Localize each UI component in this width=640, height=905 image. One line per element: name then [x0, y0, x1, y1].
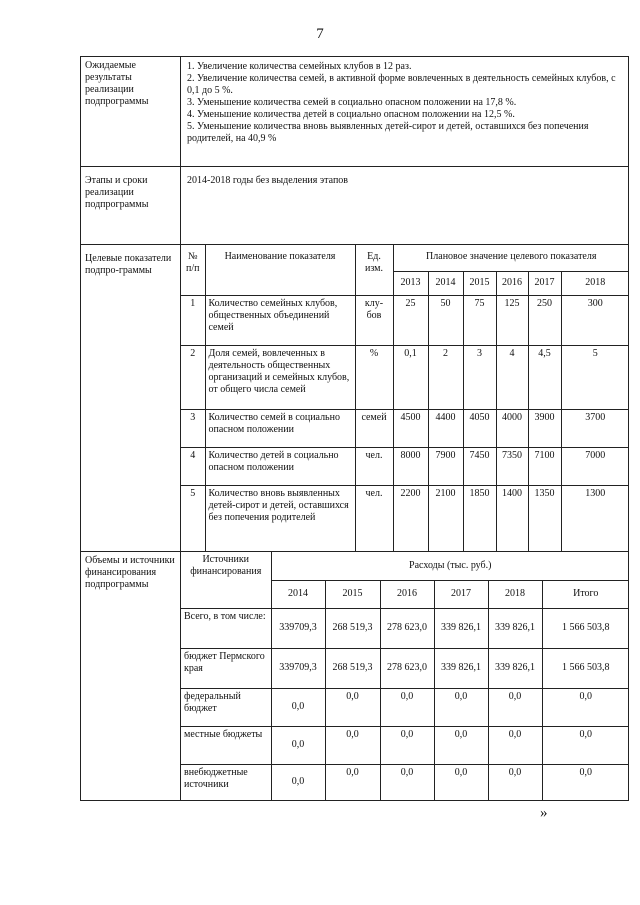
indicator-row — [181, 447, 629, 485]
financing-value: 1 566 503,8 — [542, 648, 629, 688]
financing-year-header: 2015 — [325, 580, 380, 608]
financing-header-row — [181, 552, 629, 580]
stages-row — [81, 167, 629, 245]
financing-data-row — [181, 726, 629, 764]
expected-result-item: 2. Увеличение количества семей, в активной форме вовлеченных в деятельность семейных клубов, с 0,1 до 5 %. — [187, 73, 616, 96]
financing-value: 0,0 — [325, 764, 380, 800]
indicator-value: 300 — [561, 295, 629, 345]
closing-quote: » — [540, 805, 548, 821]
financing-data-row — [181, 764, 629, 800]
financing-value: 339 826,1 — [434, 648, 488, 688]
indicator-unit: % — [355, 345, 393, 409]
expected-result-item: 1. Увеличение количества семейных клубов в 12 раз. — [187, 61, 412, 72]
indicators-table — [181, 245, 629, 551]
financing-label: Объемы и источники финансирования подпрограммы — [81, 552, 181, 801]
indicator-value: 4500 — [393, 409, 428, 447]
financing-value: 1 566 503,8 — [542, 608, 629, 648]
indicator-num-header: № п/п — [181, 245, 205, 295]
indicator-value: 7900 — [428, 447, 463, 485]
financing-value: 0,0 — [325, 726, 380, 764]
financing-source: внебюджетные источники — [181, 764, 271, 800]
indicator-value: 4,5 — [528, 345, 561, 409]
indicator-value: 1350 — [528, 485, 561, 551]
indicator-value: 2100 — [428, 485, 463, 551]
financing-value: 0,0 — [434, 764, 488, 800]
financing-row — [81, 552, 629, 801]
indicator-name: Количество семей в социально опасном положении — [205, 409, 355, 447]
page-number: 7 — [316, 26, 324, 42]
indicator-num: 2 — [181, 345, 205, 409]
indicator-value: 7350 — [496, 447, 528, 485]
expected-result-item: 5. Уменьшение количества вновь выявленных детей-сирот и детей, оставшихся без попечения родителей, на 40,9 % — [187, 121, 589, 144]
indicator-num: 5 — [181, 485, 205, 551]
indicator-year-header: 2018 — [561, 271, 629, 295]
indicator-name: Доля семей, вовлеченных в деятельность общественных организаций и семейных клубов, от общего числа семей — [205, 345, 355, 409]
financing-value: 0,0 — [380, 764, 434, 800]
indicator-num: 4 — [181, 447, 205, 485]
indicator-num: 3 — [181, 409, 205, 447]
financing-year-header: 2016 — [380, 580, 434, 608]
indicator-value: 4000 — [496, 409, 528, 447]
financing-source: Всего, в том числе: — [181, 608, 271, 648]
indicator-num: 1 — [181, 295, 205, 345]
indicator-year-header: 2015 — [463, 271, 496, 295]
expected-results-label: Ожидаемые результаты реализации подпрограммы — [81, 57, 181, 167]
expected-results-list — [181, 57, 629, 167]
indicator-value: 250 — [528, 295, 561, 345]
indicator-row — [181, 485, 629, 551]
indicator-unit: семей — [355, 409, 393, 447]
indicator-row — [181, 295, 629, 345]
indicators-row — [81, 245, 629, 552]
indicator-year-header: 2013 — [393, 271, 428, 295]
financing-year-header: 2017 — [434, 580, 488, 608]
financing-value: 339 826,1 — [488, 648, 542, 688]
indicator-value: 1300 — [561, 485, 629, 551]
indicator-unit-header: Ед. изм. — [355, 245, 393, 295]
indicator-value: 125 — [496, 295, 528, 345]
indicator-value: 0,1 — [393, 345, 428, 409]
indicator-row — [181, 409, 629, 447]
indicator-unit: чел. — [355, 485, 393, 551]
indicators-header-row — [181, 245, 629, 271]
financing-data-row — [181, 688, 629, 726]
indicator-value: 3 — [463, 345, 496, 409]
financing-value: 0,0 — [434, 688, 488, 726]
stages-text: 2014-2018 годы без выделения этапов — [181, 167, 629, 245]
indicator-planned-header: Плановое значение целевого показателя — [393, 245, 629, 271]
indicator-value: 4 — [496, 345, 528, 409]
financing-value: 0,0 — [380, 688, 434, 726]
financing-value: 278 623,0 — [380, 648, 434, 688]
indicator-value: 2200 — [393, 485, 428, 551]
indicator-value: 1400 — [496, 485, 528, 551]
indicator-value: 7100 — [528, 447, 561, 485]
financing-value: 278 623,0 — [380, 608, 434, 648]
financing-sources-header: Источники финансирования — [181, 552, 271, 608]
financing-expenses-header: Расходы (тыс. руб.) — [271, 552, 629, 580]
indicator-year-header: 2016 — [496, 271, 528, 295]
financing-value: 0,0 — [542, 726, 629, 764]
indicator-value: 50 — [428, 295, 463, 345]
stages-label: Этапы и сроки реализации подпрограммы — [81, 167, 181, 245]
expected-result-item: 4. Уменьшение количества детей в социально опасном положении на 12,5 %. — [187, 109, 515, 120]
financing-source: бюджет Пермского края — [181, 648, 271, 688]
financing-source: местные бюджеты — [181, 726, 271, 764]
indicator-name: Количество вновь выявленных детей-сирот и детей, оставшихся без попечения родителей — [205, 485, 355, 551]
indicator-unit: клу-бов — [355, 295, 393, 345]
financing-value: 268 519,3 — [325, 608, 380, 648]
financing-value: 339709,3 — [271, 648, 325, 688]
financing-data-row — [181, 608, 629, 648]
subprogram-passport-table — [80, 56, 629, 801]
indicator-value: 75 — [463, 295, 496, 345]
financing-value: 0,0 — [488, 688, 542, 726]
indicator-year-header: 2014 — [428, 271, 463, 295]
indicator-name: Количество семейных клубов, общественных объединений семей — [205, 295, 355, 345]
indicator-value: 3700 — [561, 409, 629, 447]
financing-year-header: 2014 — [271, 580, 325, 608]
indicator-value: 25 — [393, 295, 428, 345]
financing-value: 0,0 — [380, 726, 434, 764]
indicator-value: 5 — [561, 345, 629, 409]
indicator-value: 8000 — [393, 447, 428, 485]
expected-result-item: 3. Уменьшение количества семей в социально опасном положении на 17,8 %. — [187, 97, 517, 108]
indicator-value: 7000 — [561, 447, 629, 485]
financing-value: 0,0 — [542, 688, 629, 726]
financing-year-header: 2018 — [488, 580, 542, 608]
financing-value: 339 826,1 — [434, 608, 488, 648]
indicator-value: 4050 — [463, 409, 496, 447]
indicators-label: Целевые показатели подпро-граммы — [81, 245, 181, 552]
financing-value: 0,0 — [325, 688, 380, 726]
indicator-value: 3900 — [528, 409, 561, 447]
financing-table — [181, 552, 629, 800]
indicator-name: Количество детей в социально опасном положении — [205, 447, 355, 485]
financing-value: 268 519,3 — [325, 648, 380, 688]
financing-value: 339 826,1 — [488, 608, 542, 648]
financing-total-header: Итого — [542, 580, 629, 608]
financing-value: 339709,3 — [271, 608, 325, 648]
indicator-name-header: Наименование показателя — [205, 245, 355, 295]
indicator-value: 2 — [428, 345, 463, 409]
financing-value: 0,0 — [271, 688, 325, 726]
financing-data-row — [181, 648, 629, 688]
indicator-value: 1850 — [463, 485, 496, 551]
indicator-value: 7450 — [463, 447, 496, 485]
expected-results-row — [81, 57, 629, 167]
financing-value: 0,0 — [488, 764, 542, 800]
financing-value: 0,0 — [434, 726, 488, 764]
financing-value: 0,0 — [271, 726, 325, 764]
financing-value: 0,0 — [542, 764, 629, 800]
financing-source: федеральный бюджет — [181, 688, 271, 726]
financing-value: 0,0 — [488, 726, 542, 764]
indicator-value: 4400 — [428, 409, 463, 447]
indicator-year-header: 2017 — [528, 271, 561, 295]
indicator-unit: чел. — [355, 447, 393, 485]
financing-value: 0,0 — [271, 764, 325, 800]
indicator-row — [181, 345, 629, 409]
